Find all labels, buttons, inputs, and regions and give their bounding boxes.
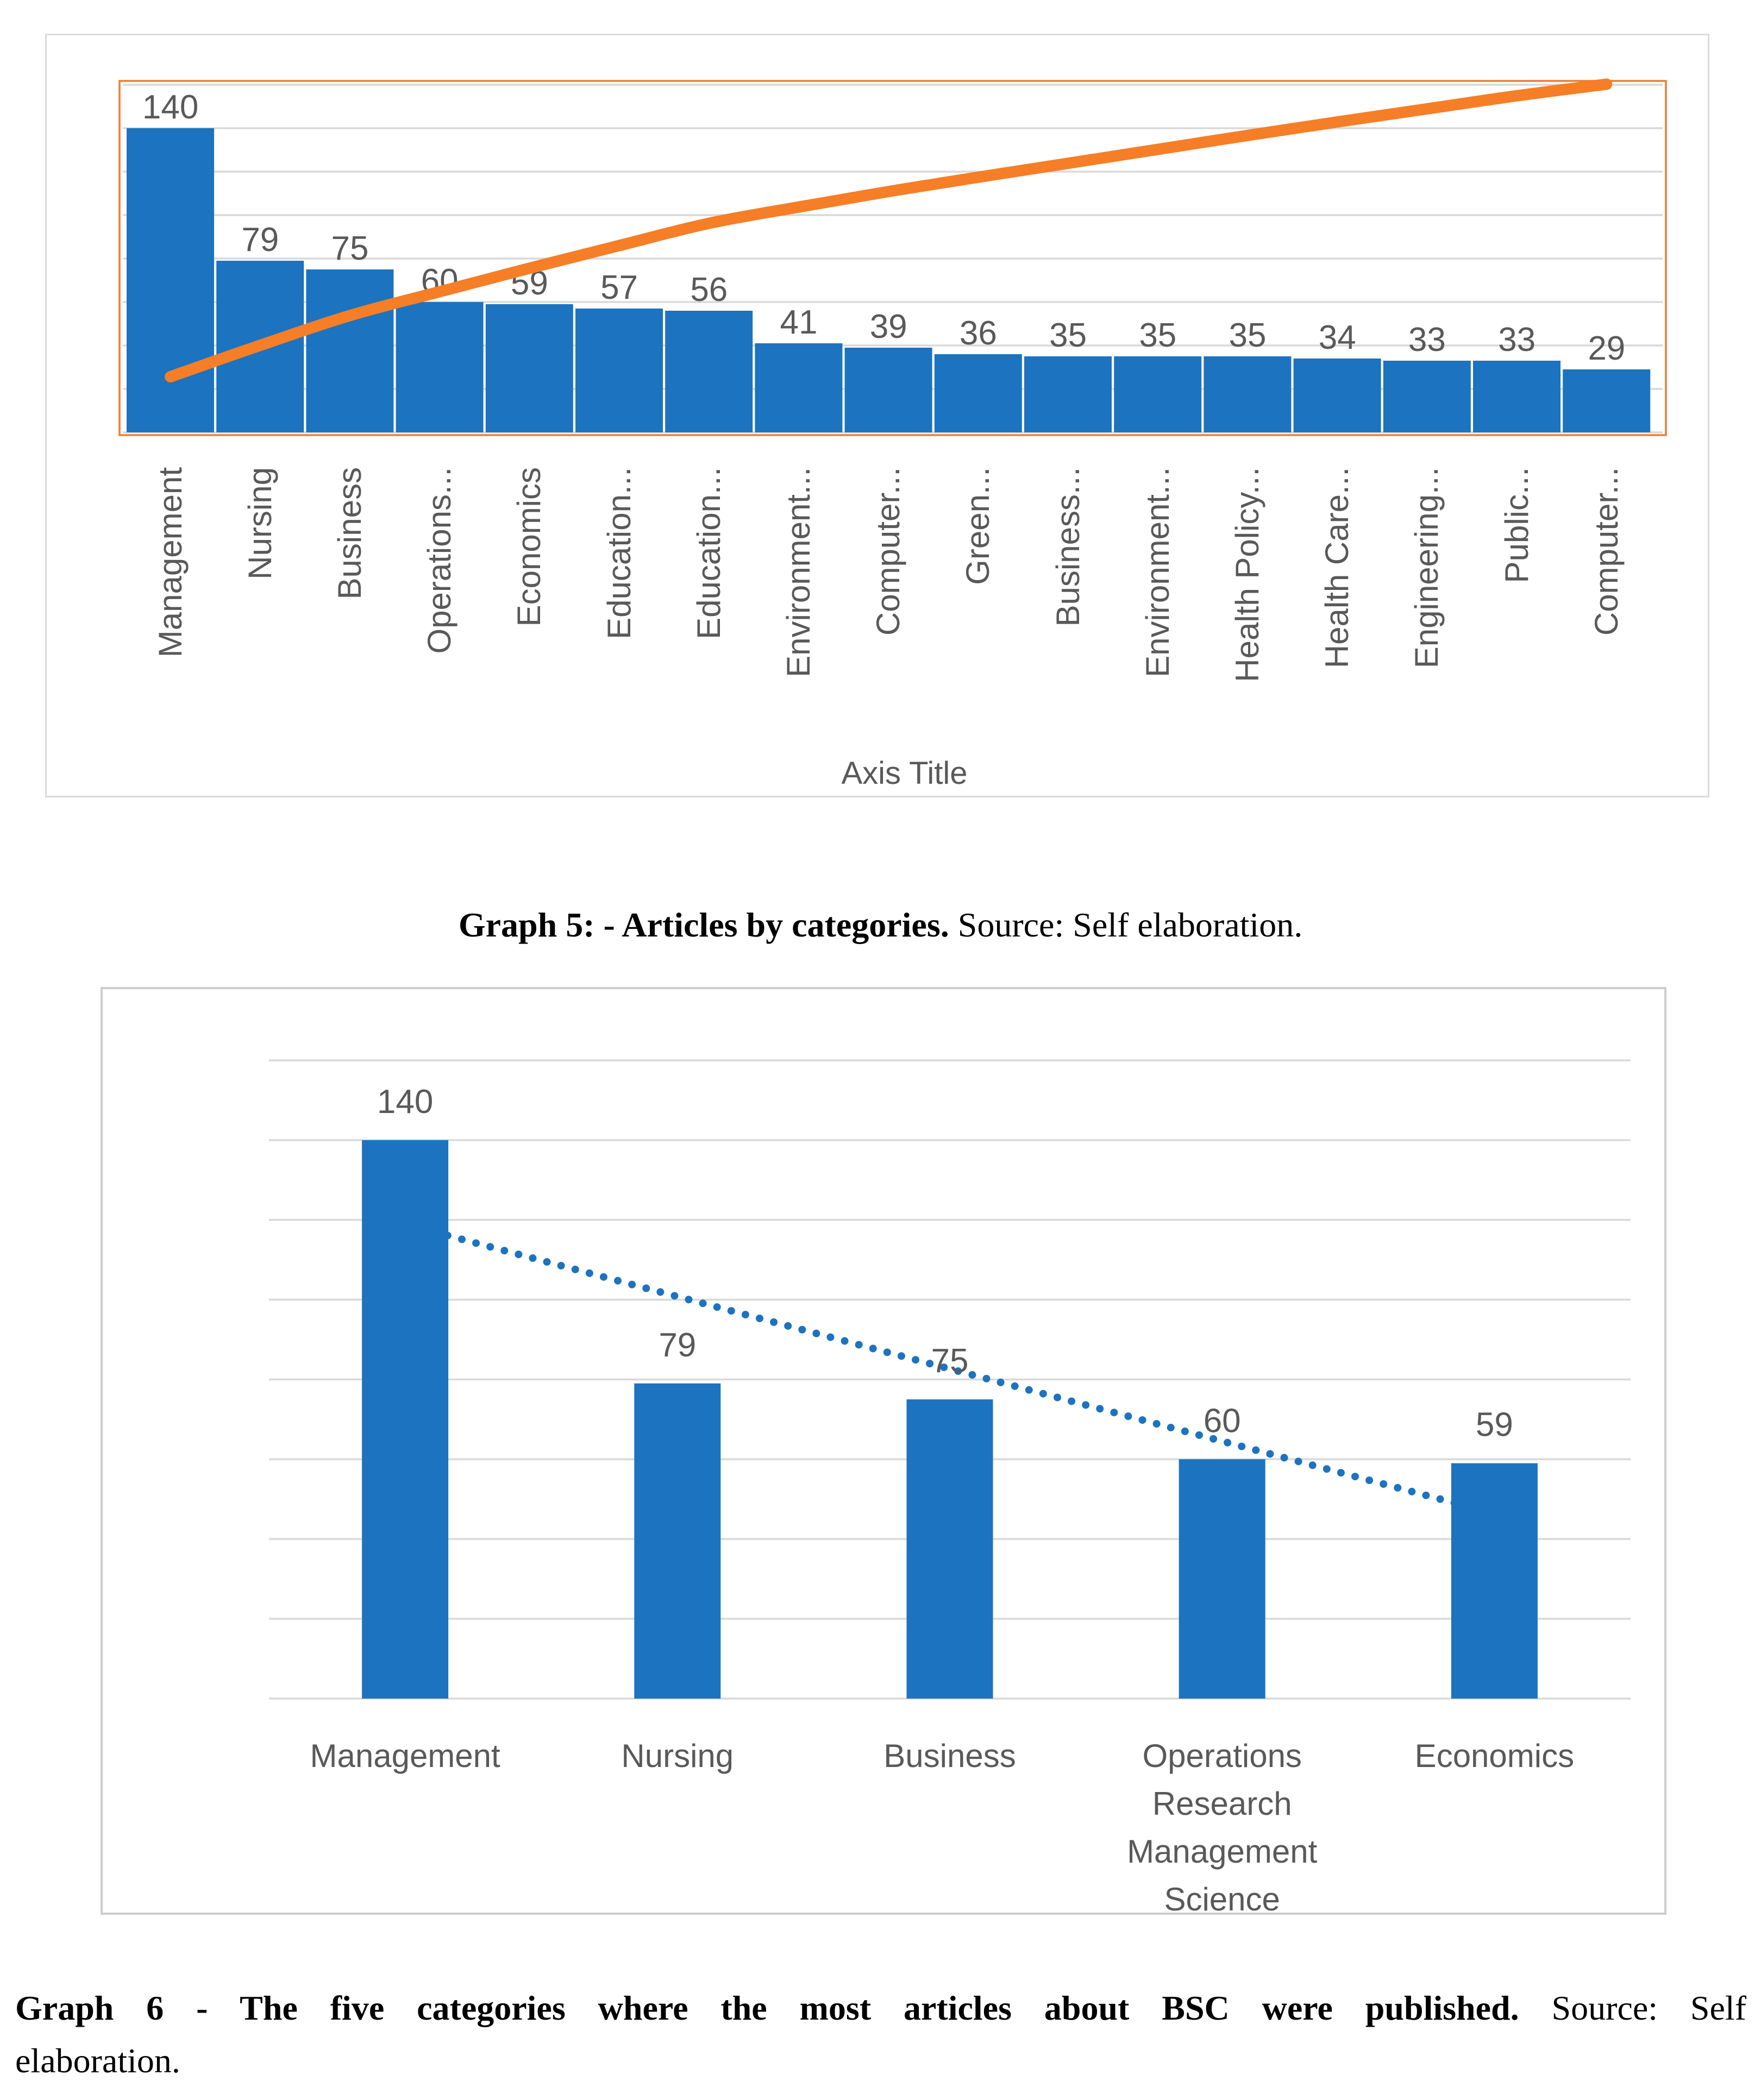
bar-value-label: 35 bbox=[1049, 317, 1087, 354]
bar-value-label: 75 bbox=[331, 230, 369, 267]
bar-value-label: 60 bbox=[421, 262, 459, 300]
x-axis-label-3: Operations Research Management Science bbox=[1127, 1738, 1318, 1917]
x-axis-label-15: Public... bbox=[1498, 467, 1535, 583]
bar-value-label: 29 bbox=[1588, 330, 1626, 367]
bar-value-label: 39 bbox=[869, 308, 907, 345]
x-axis-label-0: Management bbox=[152, 467, 189, 658]
bar-Business... bbox=[1024, 356, 1112, 432]
x-axis-label-2: Business bbox=[331, 467, 368, 600]
bar-value-label: 33 bbox=[1408, 321, 1446, 359]
bar-value-label: 75 bbox=[931, 1342, 969, 1380]
x-axis-label-2: Business bbox=[883, 1738, 1016, 1774]
graph5-chart-svg bbox=[47, 35, 1708, 796]
bar-Operations... bbox=[396, 302, 484, 432]
graph5-x-axis-title: Axis Title bbox=[841, 756, 968, 791]
x-axis-label-9: Green... bbox=[960, 467, 997, 585]
bar-value-label: 57 bbox=[600, 269, 638, 306]
x-axis-label-1: Nursing bbox=[241, 467, 278, 580]
bar-value-label: 36 bbox=[959, 315, 997, 352]
x-axis-label-4: Economics bbox=[1414, 1738, 1575, 1774]
bar-Education... bbox=[575, 309, 663, 432]
bar-Green... bbox=[935, 354, 1022, 432]
x-axis-label-12: Health Policy... bbox=[1229, 467, 1265, 682]
bar-value-label: 35 bbox=[1229, 317, 1267, 354]
x-axis-label-0: Management bbox=[310, 1738, 500, 1774]
x-axis-label-11: Environment... bbox=[1139, 467, 1176, 677]
bar-Economics bbox=[1451, 1463, 1538, 1699]
bar-value-label: 33 bbox=[1498, 321, 1536, 359]
x-axis-label-7: Environment... bbox=[780, 467, 817, 677]
bar-value-label: 35 bbox=[1139, 317, 1177, 354]
bar-Engineering... bbox=[1383, 361, 1471, 432]
x-axis-label-5: Education... bbox=[600, 467, 637, 639]
x-axis-label-14: Engineering... bbox=[1408, 467, 1445, 669]
bar-value-label: 79 bbox=[241, 221, 279, 259]
bar-Business bbox=[306, 269, 393, 432]
graph6-caption-line1 bbox=[15, 1982, 1746, 2034]
graph6-caption-source: Source: Self bbox=[1551, 1989, 1747, 2027]
bar-value-label: 140 bbox=[377, 1083, 434, 1121]
bar-Computer... bbox=[1563, 369, 1650, 432]
bar-Management bbox=[127, 128, 214, 432]
bar-value-label: 140 bbox=[142, 89, 199, 126]
bar-Management bbox=[362, 1140, 448, 1699]
bar-value-label: 60 bbox=[1203, 1402, 1241, 1440]
graph5-figure bbox=[45, 34, 1709, 797]
graph6-caption bbox=[15, 1982, 1746, 2087]
bar-value-label: 34 bbox=[1318, 319, 1356, 356]
graph6-caption-bold: Graph 6 - The five categories where the most articles about BSC were published. bbox=[15, 1989, 1519, 2027]
bar-value-label: 59 bbox=[1475, 1406, 1513, 1444]
x-axis-label-8: Computer... bbox=[870, 467, 907, 636]
graph6-figure bbox=[101, 987, 1666, 1915]
bar-value-label: 56 bbox=[690, 271, 728, 309]
bar-Computer... bbox=[845, 348, 932, 432]
bar-Economics bbox=[486, 304, 573, 432]
x-axis-label-10: Business... bbox=[1049, 467, 1086, 627]
bar-Nursing bbox=[634, 1384, 720, 1699]
graph5-caption-source: Source: Self elaboration. bbox=[957, 906, 1303, 944]
bar-Public... bbox=[1473, 361, 1561, 432]
bar-value-label: 59 bbox=[510, 265, 548, 302]
x-axis-label-6: Education... bbox=[690, 467, 727, 639]
x-axis-label-3: Operations... bbox=[421, 467, 458, 654]
bar-Operations bbox=[1179, 1459, 1265, 1699]
bar-Health Care... bbox=[1294, 359, 1381, 432]
bar-Business bbox=[907, 1399, 993, 1699]
x-axis-label-1: Nursing bbox=[621, 1738, 734, 1774]
x-axis-label-4: Economics bbox=[511, 467, 548, 627]
bar-Environment... bbox=[1114, 356, 1201, 432]
x-axis-label-13: Health Care... bbox=[1319, 467, 1356, 669]
graph5-caption bbox=[0, 902, 1761, 948]
graph5-caption-bold: Graph 5: - Articles by categories. bbox=[458, 906, 949, 944]
bar-value-label: 79 bbox=[659, 1326, 697, 1364]
graph6-caption-line2: elaboration. bbox=[15, 2041, 180, 2080]
x-axis-label-16: Computer... bbox=[1588, 467, 1625, 636]
bar-Education... bbox=[665, 311, 753, 432]
bar-Environment... bbox=[755, 343, 842, 432]
bar-Health Policy... bbox=[1204, 356, 1291, 432]
bar-value-label: 41 bbox=[780, 304, 818, 341]
